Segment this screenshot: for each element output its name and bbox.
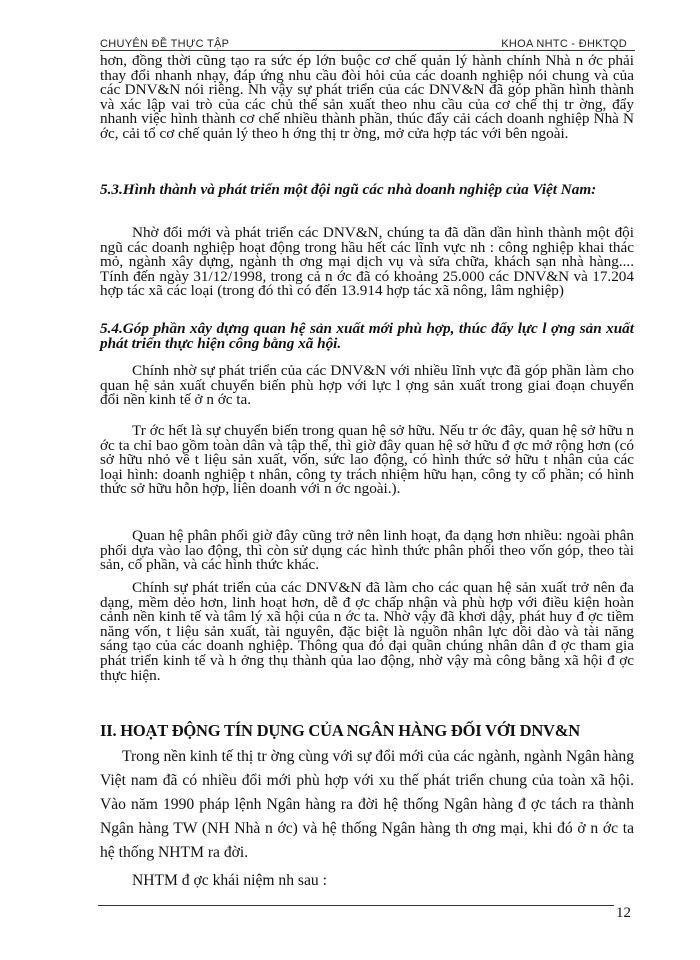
intro-paragraph (100, 54, 634, 142)
footer-divider (98, 905, 614, 906)
heading-5-3: 5.3.Hình thành và phát triển một đội ngũ các nhà doanh nghiệp của Việt Nam: (100, 181, 597, 198)
paragraph-5-4-b (100, 424, 634, 497)
paragraph-5-3 (100, 226, 634, 299)
paragraph-text: Quan hệ phân phối giờ đây cũng trở nên linh hoạt, đa dạng hơn nhiều: ngoài phân phối dựa vào lao động, thì còn sử dụng các hình thức phân phối theo vốn góp, theo tài sản, cổ phần, và các hình thức khác. (100, 527, 634, 574)
paragraph-5-4-c (100, 529, 634, 573)
heading-section-II: II. HOẠT ĐỘNG TÍN DỤNG CỦA NGÂN HÀNG ĐỐI VỚI DNV&N (100, 721, 581, 740)
paragraph-II-a (100, 745, 634, 865)
paragraph-text: Tr ớc hết là sự chuyển biến trong quan hệ sở hữu. Nếu tr ớc đây, quan hệ sở hữu n ớc ta chỉ bao gồm toàn dân và tập thể, thì giờ đây quan hệ sở hữu đ ợc mở rộng hơn (có sở hữu nhỏ về t liệu sản xuất, vốn, sức lao động, có hình thức sở hữu t nhân của các loại hình: doanh nghiệp t nhân, công ty trách nhiệm hữu hạn, công ty cổ phần; có hình thức sở hữu hỗn hợp, liên doanh với n ớc ngoài.). (100, 422, 634, 498)
paragraph-text: Chính sự phát triển của các DNV&N đã làm cho các quan hệ sản xuất trở nên đa dạng, mềm dẻo hơn, linh hoạt hơn, dễ đ ợc chấp nhận và phù hợp với điều kiện hoàn cảnh nền kinh tế và tâm lý xã hội của n ớc ta. Nhờ vậy đã khơi dậy, phát huy đ ợc tiềm năng vốn, t liệu sản xuất, tài nguyên, đặc biệt là nguồn nhân lực dồi dào và tài năng sáng tạo của các doanh nghiệp. Thông qua đó đại quần chúng nhân dân đ ợc tham gia phát triển kinh tế và h ởng thụ thành qủa lao động, nhờ vậy mà công bằng xã hội đ ợc thực hiện. (100, 579, 634, 684)
page-number: 12 (616, 905, 631, 921)
header-right-title: KHOA NHTC - ĐHKTQD (501, 38, 627, 50)
paragraph-text: NHTM đ ợc khái niệm nh sau : (132, 872, 327, 889)
page-header (100, 36, 635, 51)
header-left-title: CHUYÊN ĐỀ THỰC TẬP (100, 38, 230, 50)
paragraph-text: hơn, đồng thời cũng tạo ra sức ép lớn buộc cơ chế quản lý hành chính Nhà n ớc phải thay đổi nhanh nhạy, đáp ứng nhu cầu đòi hỏi của các doanh nghiệp nói chung và của các DNV&N nói riêng. Nh vậy sự phát triển của các DNV&N đã góp phần hình thành và xác lập vai trò của các chủ thể sản xuất theo nhu cầu của cơ chế thị tr ờng, đẩy nhanh việc hình thành cơ chế nhiều thành phần, thúc đẩy cải cách doanh nghiệp Nhà N ớc, cải tổ cơ chế quản lý theo h ớng thị tr ờng, mở cửa hợp tác với bên ngoài. (100, 52, 634, 142)
paragraph-5-4-d (100, 581, 634, 683)
heading-5-4: 5.4.Góp phần xây dựng quan hệ sản xuất mới phù hợp, thúc đẩy lực l ợng sản xuất phát triển thực hiện công bằng xã hội. (100, 320, 634, 352)
paragraph-5-4-a (100, 364, 634, 408)
paragraph-text: Trong nền kinh tế thị tr ờng cùng với sự đổi mới của các ngành, ngành Ngân hàng Việt nam đã có nhiều đổi mới phù hợp với xu thế phát triển chung của toàn xã hội. Vào năm 1990 pháp lệnh Ngân hàng ra đời hệ thống Ngân hàng đ ợc tách ra thành Ngân hàng TW (NH Nhà n ớc) và hệ thống Ngân hàng th ơng mại, khi đó ở n ớc ta hệ thống NHTM ra đời. (100, 748, 634, 861)
paragraph-text: Chính nhờ sự phát triển của các DNV&N với nhiều lĩnh vực đã góp phần làm cho quan hệ sản xuất chuyển biến phù hợp với lực l ợng sản xuất trong giai đoạn chuyển đổi nền kinh tế ở n ớc ta. (100, 362, 634, 409)
paragraph-text: Nhờ đổi mới và phát triển các DNV&N, chúng ta đã dần dần hình thành một đội ngũ các doanh nghiệp hoạt động trong hầu hết các lĩnh vực nh : công nghiệp khai thác mỏ, ngành xây dựng, ngành th ơng mại dịch vụ và sửa chữa, khách sạn nhà hàng.... Tính đến ngày 31/12/1998, trong cả n ớc đã có khoảng 25.000 các DNV&N và 17.204 hợp tác xã các loại (trong đó thì có đến 13.914 hợp tác xã nông, lâm nghiệp) (100, 224, 634, 300)
paragraph-II-b (100, 869, 634, 893)
